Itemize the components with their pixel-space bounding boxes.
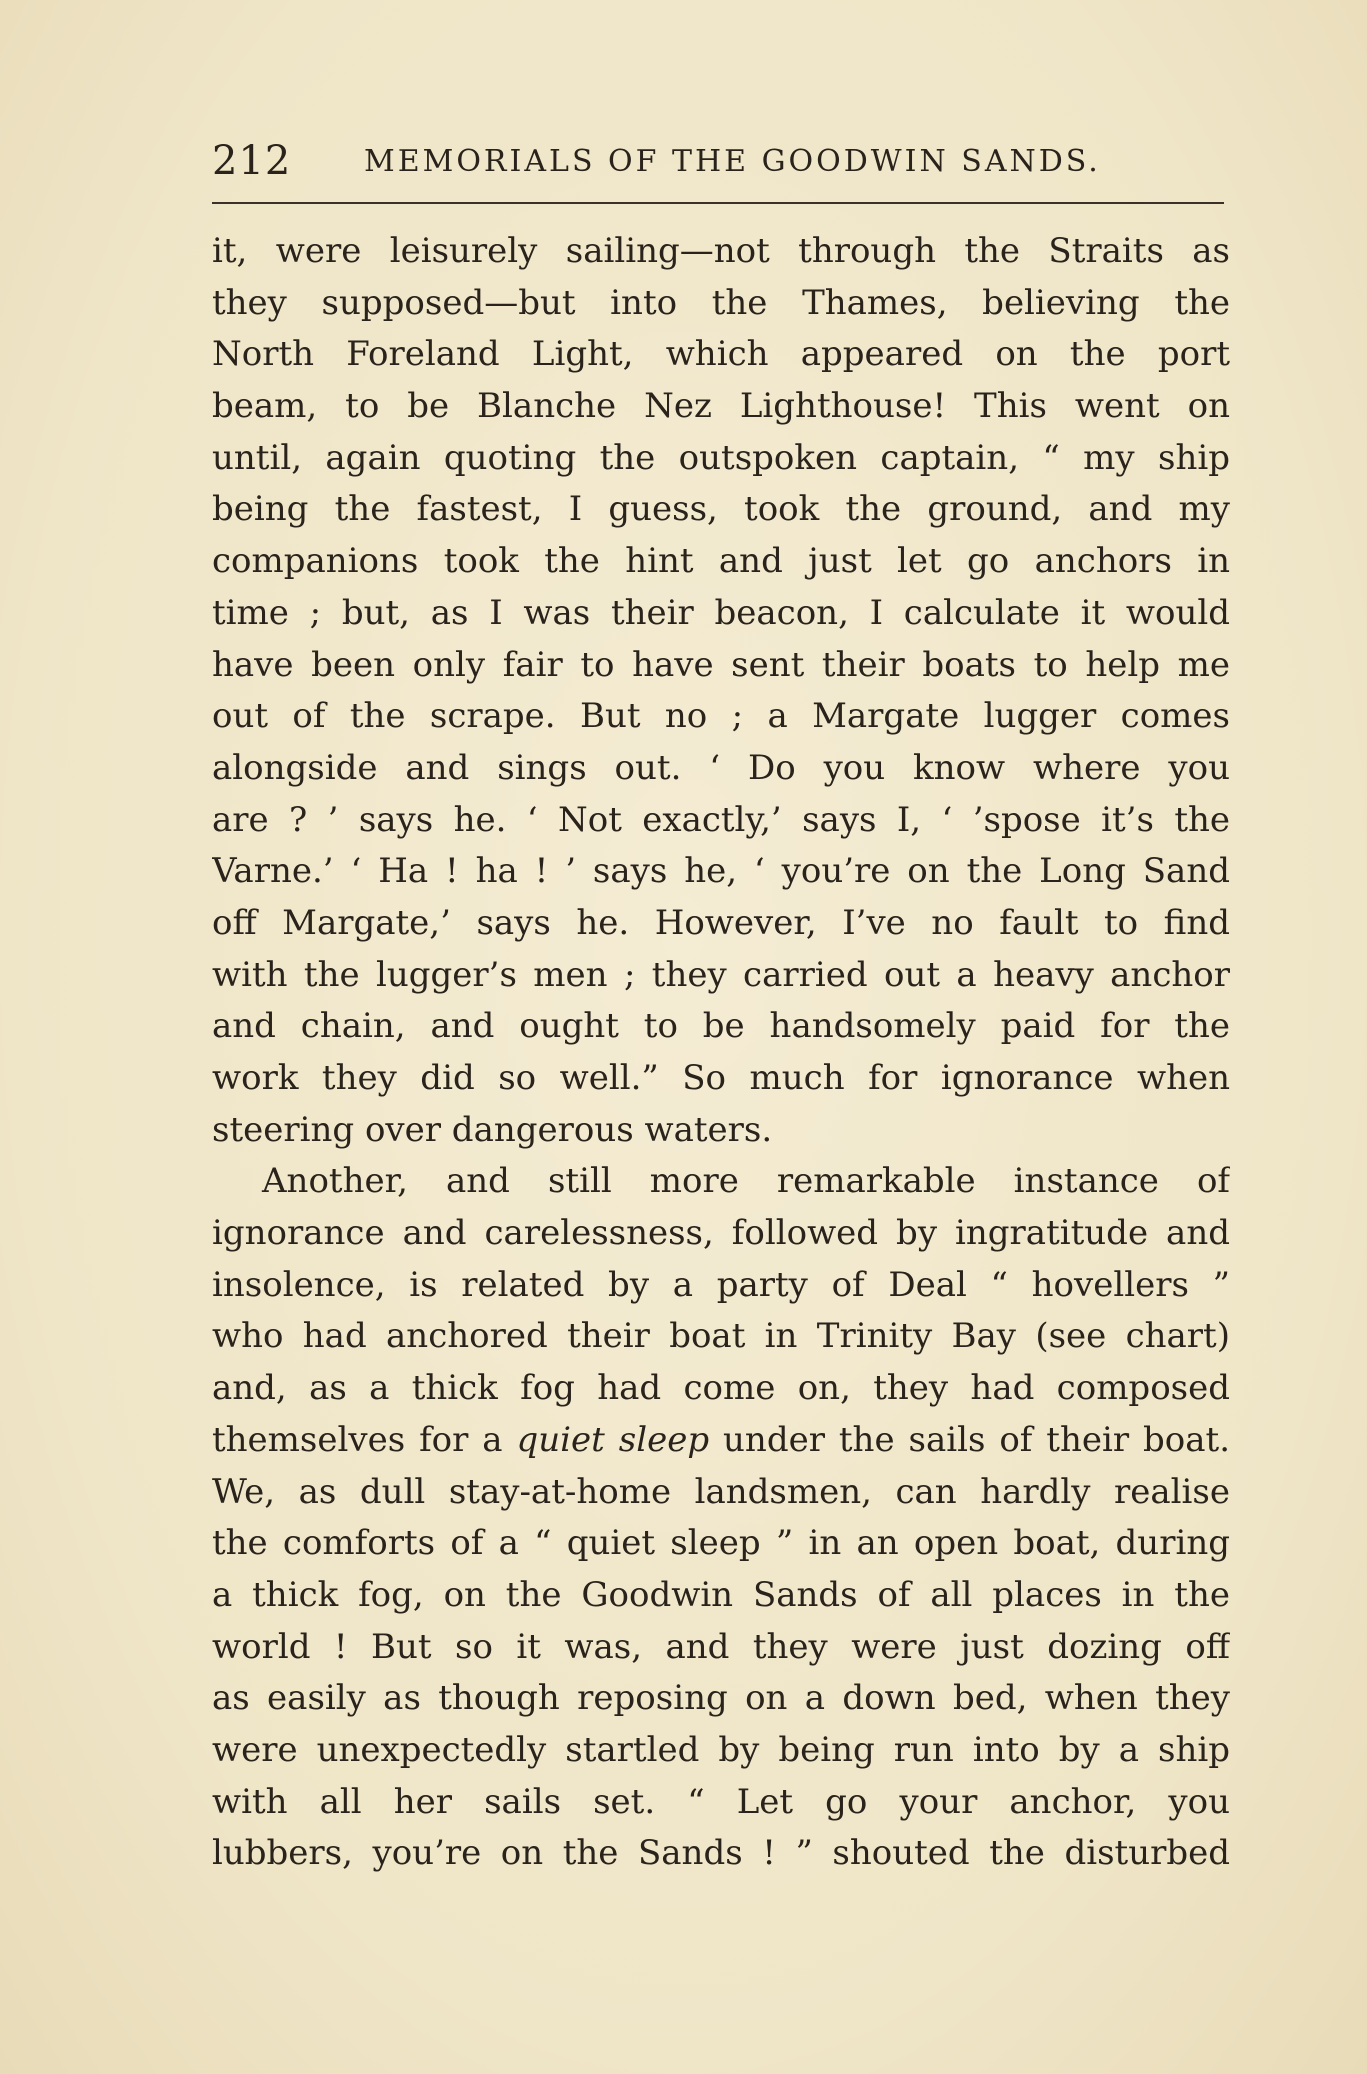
text-line: off Margate,’ says he. However, I’ve no fault to find <box>212 902 1230 943</box>
text-line: insolence, is related by a party of Deal “ hovellers ” <box>212 1264 1230 1305</box>
text-line: being the fastest, I guess, took the ground, and my <box>212 489 1230 530</box>
text-line: it, were leisurely sailing—not through the Straits as <box>212 231 1230 271</box>
text-line: North Foreland Light, which appeared on the port <box>212 334 1230 375</box>
text-line: until, again quoting the outspoken captain, “ my ship <box>212 437 1230 478</box>
text-segment: under the sails of their boat. <box>723 1419 1230 1460</box>
text-line-paragraph-end: steering over dangerous waters. <box>212 1109 773 1150</box>
text-line: lubbers, you’re on the Sands ! ” shouted the disturbed <box>212 1833 1230 1874</box>
text-line: were unexpectedly startled by being run into by a ship <box>212 1729 1230 1770</box>
page-header <box>212 136 1224 186</box>
text-line: a thick fog, on the Goodwin Sands of all places in the <box>212 1574 1230 1615</box>
text-line: they supposed—but into the Thames, believing the <box>212 282 1230 323</box>
text-line: world ! But so it was, and they were just dozing off <box>212 1626 1230 1667</box>
text-line: the comforts of a “ quiet sleep ” in an open boat, during <box>212 1523 1230 1564</box>
text-line: and chain, and ought to be handsomely paid for the <box>212 1006 1230 1047</box>
page-number: 212 <box>212 138 292 184</box>
text-line: We, as dull stay-at-home landsmen, can hardly realise <box>212 1471 1230 1512</box>
text-line-paragraph-start: Another, and still more remarkable instance of <box>262 1161 1230 1202</box>
text-line: beam, to be Blanche Nez Lighthouse! This went on <box>212 386 1230 427</box>
text-line: and, as a thick fog had come on, they had composed <box>212 1368 1230 1409</box>
text-line: work they did so well.” So much for ignorance when <box>212 1058 1230 1098</box>
text-line: with the lugger’s men ; they carried out a heavy anchor <box>212 954 1230 995</box>
text-line: have been only fair to have sent their boats to help me <box>212 644 1230 685</box>
text-line: Varne.’ ‘ Ha ! ha ! ’ says he, ‘ you’re on the Long Sand <box>212 851 1230 892</box>
text-line-with-italic <box>212 1415 1230 1467</box>
running-title: MEMORIALS OF THE GOODWIN SANDS. <box>364 144 1101 179</box>
text-line: are ? ’ says he. ‘ Not exactly,’ says I, ‘ ’spose it’s the <box>212 799 1230 840</box>
text-line: companions took the hint and just let go anchors in <box>212 541 1230 582</box>
text-line: out of the scrape. But no ; a Margate lugger comes <box>212 696 1230 737</box>
body-text <box>212 226 1230 1880</box>
text-line: as easily as though reposing on a down bed, when they <box>212 1678 1230 1719</box>
text-line: ignorance and carelessness, followed by ingratitude and <box>212 1213 1230 1254</box>
text-line: with all her sails set. “ Let go your anchor, you <box>212 1781 1230 1822</box>
text-line: alongside and sings out. ‘ Do you know where you <box>212 747 1230 788</box>
text-segment: themselves for a <box>212 1419 503 1460</box>
text-line: time ; but, as I was their beacon, I calculate it would <box>212 592 1230 633</box>
text-line: who had anchored their boat in Trinity Bay (see chart) <box>212 1316 1230 1357</box>
italic-phrase: quiet sleep <box>516 1419 710 1460</box>
header-rule <box>212 202 1224 204</box>
